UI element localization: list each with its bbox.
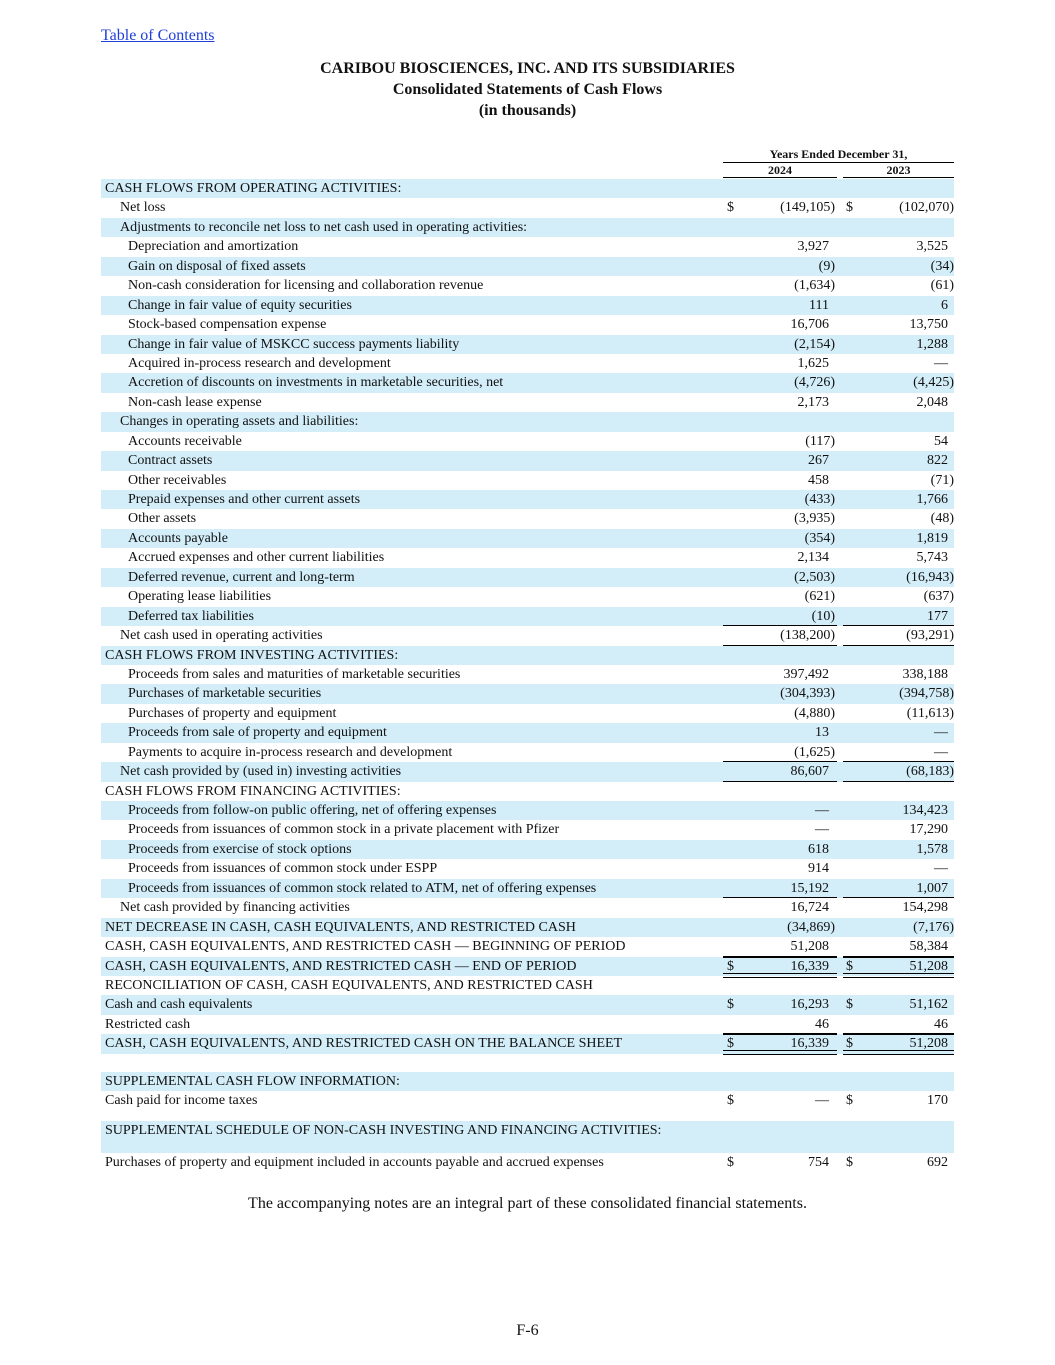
value-2023: 692 [927, 1154, 948, 1170]
value-2023: (637) [923, 589, 954, 605]
row-label: SUPPLEMENTAL CASH FLOW INFORMATION: [105, 1073, 400, 1089]
value-2023: 46 [934, 1016, 948, 1032]
row-label: Proceeds from sale of property and equipment [128, 725, 387, 741]
value-2024: (149,105) [780, 200, 835, 216]
spacer-row [101, 1054, 954, 1072]
cash-flow-table [101, 179, 954, 1172]
table-row [101, 451, 954, 470]
table-row [101, 335, 954, 354]
value-2024: (10) [811, 608, 835, 624]
row-label: Proceeds from issuances of common stock in a private placement with Pfizer [128, 822, 560, 838]
currency-symbol: $ [846, 1154, 853, 1170]
table-row [101, 179, 954, 198]
value-2023: 54 [934, 433, 948, 449]
row-label: Adjustments to reconcile net loss to net cash used in operating activities: [120, 219, 528, 235]
currency-symbol: $ [846, 997, 853, 1013]
table-row [101, 704, 954, 723]
value-2024: 618 [808, 841, 829, 857]
value-2024: 2,134 [797, 550, 829, 566]
value-2024: 86,607 [790, 764, 829, 780]
table-row [101, 490, 954, 509]
row-label: CASH FLOWS FROM OPERATING ACTIVITIES: [105, 181, 402, 196]
row-label: Operating lease liabilities [128, 589, 272, 605]
table-row [101, 315, 954, 334]
value-2024: 3,927 [797, 239, 829, 255]
row-label: Purchases of marketable securities [128, 686, 322, 702]
value-2024: (1,634) [794, 278, 835, 294]
row-label: Proceeds from follow-on public offering, net of offering expenses [128, 803, 497, 818]
row-label: Other assets [128, 511, 197, 527]
value-2023: (394,758) [899, 686, 954, 702]
value-2023: — [934, 725, 948, 741]
value-2023: (71) [930, 472, 954, 488]
value-2023: 177 [927, 608, 948, 624]
value-2024: 16,339 [790, 1036, 829, 1052]
currency-symbol: $ [846, 200, 853, 216]
value-2024: 111 [809, 297, 829, 313]
table-row [101, 509, 954, 528]
currency-symbol: $ [727, 958, 734, 974]
value-2024: 397,492 [783, 666, 829, 682]
table-row [101, 976, 954, 995]
currency-symbol: $ [846, 1093, 853, 1109]
value-2023: 5,743 [916, 550, 948, 566]
value-2023: (11,613) [906, 705, 954, 721]
row-label: Gain on disposal of fixed assets [128, 258, 306, 274]
page-number: F-6 [516, 1322, 539, 1339]
row-label: Stock-based compensation expense [128, 317, 327, 333]
row-label: Proceeds from issuances of common stock related to ATM, net of offering expenses [128, 880, 597, 896]
column-header-2023: 2023 [843, 163, 954, 178]
row-label: NET DECREASE IN CASH, CASH EQUIVALENTS, AND RESTRICTED CASH [105, 919, 576, 935]
row-label: Accrued expenses and other current liabilities [128, 550, 385, 566]
table-of-contents-link[interactable]: Table of Contents [101, 27, 215, 44]
table-row [101, 354, 954, 373]
row-label: Changes in operating assets and liabilities: [120, 414, 359, 430]
value-2023: 17,290 [909, 822, 948, 838]
table-row [101, 607, 954, 626]
value-2024: 267 [808, 453, 829, 469]
row-label: Proceeds from exercise of stock options [128, 841, 352, 857]
value-2023: 58,384 [909, 939, 948, 955]
table-row [101, 529, 954, 548]
row-label: SUPPLEMENTAL SCHEDULE OF NON-CASH INVESTING AND FINANCING ACTIVITIES: [105, 1122, 662, 1138]
value-2024: 15,192 [790, 880, 829, 896]
table-row [101, 743, 954, 762]
value-2024: 754 [808, 1154, 829, 1170]
value-2024: (34,869) [787, 919, 835, 935]
value-2023: 51,162 [909, 997, 948, 1013]
value-2024: 51,208 [790, 939, 829, 955]
row-label: Proceeds from issuances of common stock under ESPP [128, 861, 438, 877]
row-label: Accounts receivable [128, 433, 242, 449]
row-label: Restricted cash [105, 1016, 191, 1032]
row-label: Accounts payable [128, 530, 228, 546]
currency-symbol: $ [727, 1154, 734, 1170]
value-2023: 1,819 [916, 530, 948, 546]
value-2023: 1,578 [916, 841, 948, 857]
table-row [101, 471, 954, 490]
table-row [101, 373, 954, 392]
value-2023: (34) [930, 258, 954, 274]
row-label: CASH FLOWS FROM INVESTING ACTIVITIES: [105, 647, 399, 663]
value-2024: (433) [804, 492, 835, 507]
value-2023: — [934, 744, 948, 760]
value-2023: 154,298 [902, 900, 948, 916]
value-2024: 458 [808, 472, 829, 488]
row-label: Proceeds from sales and maturities of marketable securities [128, 666, 461, 682]
value-2023: 822 [927, 453, 948, 469]
row-label: Acquired in-process research and development [128, 355, 391, 371]
value-2024: 46 [815, 1016, 829, 1032]
currency-symbol: $ [727, 1036, 734, 1052]
row-label: Cash and cash equivalents [105, 997, 253, 1013]
row-label: Change in fair value of MSKCC success payments liability [128, 336, 460, 352]
units-note: (in thousands) [478, 102, 577, 119]
row-label: CASH FLOWS FROM FINANCING ACTIVITIES: [105, 783, 401, 799]
value-2024: (4,726) [794, 375, 835, 391]
value-2023: (93,291) [906, 628, 954, 644]
value-2024: 13 [815, 725, 829, 741]
row-label: Other receivables [128, 472, 227, 488]
table-row [101, 276, 954, 295]
value-2024: (9) [818, 258, 835, 274]
table-row [101, 762, 954, 781]
column-header-2024: 2024 [723, 163, 837, 178]
table-row [101, 723, 954, 742]
row-label: Net loss [120, 200, 166, 216]
value-2024: (621) [804, 589, 835, 605]
value-2023: 170 [927, 1093, 948, 1109]
value-2023: 51,208 [909, 958, 948, 974]
table-row [101, 840, 954, 859]
row-label: RECONCILIATION OF CASH, CASH EQUIVALENTS, AND RESTRICTED CASH [105, 977, 593, 993]
value-2023: (7,176) [913, 919, 954, 935]
table-row [101, 198, 954, 217]
value-2023: 51,208 [909, 1036, 948, 1052]
value-2024: 16,706 [790, 317, 829, 333]
table-row [101, 587, 954, 606]
table-row [101, 1153, 954, 1172]
value-2023: — [934, 861, 948, 877]
value-2023: 1,288 [916, 336, 948, 352]
table-row [101, 1034, 954, 1053]
row-label: Contract assets [128, 453, 213, 469]
row-label: Depreciation and amortization [128, 239, 299, 255]
value-2024: (2,503) [794, 569, 835, 585]
value-2023: 338,188 [902, 666, 948, 682]
table-row [101, 218, 954, 237]
value-2023: 1,007 [916, 880, 948, 896]
value-2023: (16,943) [906, 569, 954, 585]
value-2023: (102,070) [899, 200, 954, 216]
table-row [101, 918, 954, 937]
table-row [101, 568, 954, 587]
company-name: CARIBOU BIOSCIENCES, INC. AND ITS SUBSIDIARIES [320, 60, 735, 77]
table-row [101, 1091, 954, 1110]
row-label: Purchases of property and equipment included in accounts payable and accrued expenses [105, 1154, 604, 1170]
table-row [101, 937, 954, 956]
value-2024: 16,293 [790, 997, 829, 1013]
table-row [101, 296, 954, 315]
statement-title-block [0, 58, 1055, 121]
row-label: Non-cash consideration for licensing and collaboration revenue [128, 278, 484, 294]
table-row [101, 1121, 954, 1153]
table-row [101, 1072, 954, 1091]
row-label: Non-cash lease expense [128, 394, 262, 410]
footnote: The accompanying notes are an integral part of these consolidated financial statements. [248, 1195, 807, 1212]
table-row [101, 548, 954, 567]
row-label: Net cash provided by financing activities [120, 900, 350, 916]
table-row [101, 1015, 954, 1034]
table-row [101, 626, 954, 645]
value-2024: (354) [804, 530, 835, 546]
statement-title: Consolidated Statements of Cash Flows [392, 81, 663, 98]
table-row [101, 859, 954, 878]
row-label: Net cash used in operating activities [120, 628, 323, 644]
table-row [101, 412, 954, 431]
currency-symbol: $ [727, 1093, 734, 1109]
value-2024: 16,724 [790, 900, 829, 916]
value-2024: (117) [805, 433, 835, 449]
value-2023: 13,750 [909, 317, 948, 333]
row-label: Prepaid expenses and other current assets [128, 492, 361, 507]
table-row [101, 665, 954, 684]
value-2024: (138,200) [780, 628, 835, 644]
value-2024: (304,393) [780, 686, 835, 702]
value-2023: (4,425) [913, 375, 954, 391]
value-2023: 1,766 [916, 492, 948, 507]
row-label: Accretion of discounts on investments in marketable securities, net [128, 375, 504, 391]
value-2023: 2,048 [916, 394, 948, 410]
table-row [101, 257, 954, 276]
table-row [101, 801, 954, 820]
value-2024: (1,625) [794, 744, 835, 760]
value-2024: (4,880) [794, 705, 835, 721]
row-label: Change in fair value of equity securities [128, 297, 352, 313]
row-label: CASH, CASH EQUIVALENTS, AND RESTRICTED CASH ON THE BALANCE SHEET [105, 1036, 623, 1052]
value-2023: — [934, 355, 948, 371]
table-row [101, 820, 954, 839]
table-row [101, 684, 954, 703]
value-2023: 6 [941, 297, 948, 313]
value-2024: 16,339 [790, 958, 829, 974]
value-2024: 1,625 [797, 355, 829, 371]
value-2023: (68,183) [906, 764, 954, 780]
row-label: Net cash provided by (used in) investing activities [120, 764, 402, 780]
table-row [101, 879, 954, 898]
value-2024: 914 [808, 861, 829, 877]
table-row [101, 393, 954, 412]
value-2024: — [815, 803, 829, 818]
currency-symbol: $ [727, 997, 734, 1013]
value-2024: (2,154) [794, 336, 835, 352]
table-row [101, 237, 954, 256]
value-2023: (61) [930, 278, 954, 294]
row-label: Cash paid for income taxes [105, 1093, 258, 1109]
value-2024: — [815, 1093, 829, 1109]
table-row [101, 898, 954, 917]
value-2023: 3,525 [916, 239, 948, 255]
row-label: Deferred tax liabilities [128, 608, 254, 624]
currency-symbol: $ [846, 1036, 853, 1052]
table-row [101, 782, 954, 801]
row-label: Deferred revenue, current and long-term [128, 569, 355, 585]
value-2023: (48) [930, 511, 954, 527]
row-label: CASH, CASH EQUIVALENTS, AND RESTRICTED CASH — BEGINNING OF PERIOD [105, 939, 626, 955]
value-2024: (3,935) [794, 511, 835, 527]
row-label: Payments to acquire in-process research and development [128, 744, 453, 760]
row-label: CASH, CASH EQUIVALENTS, AND RESTRICTED CASH — END OF PERIOD [105, 958, 577, 974]
spacer-row [101, 1111, 954, 1121]
table-row [101, 646, 954, 665]
table-row [101, 957, 954, 976]
period-header: Years Ended December 31, [723, 147, 954, 163]
currency-symbol: $ [727, 200, 734, 216]
value-2024: 2,173 [797, 394, 829, 410]
value-2023: 134,423 [902, 803, 948, 818]
table-row [101, 995, 954, 1014]
value-2024: — [815, 822, 829, 838]
table-row [101, 432, 954, 451]
currency-symbol: $ [846, 958, 853, 974]
row-label: Purchases of property and equipment [128, 705, 337, 721]
